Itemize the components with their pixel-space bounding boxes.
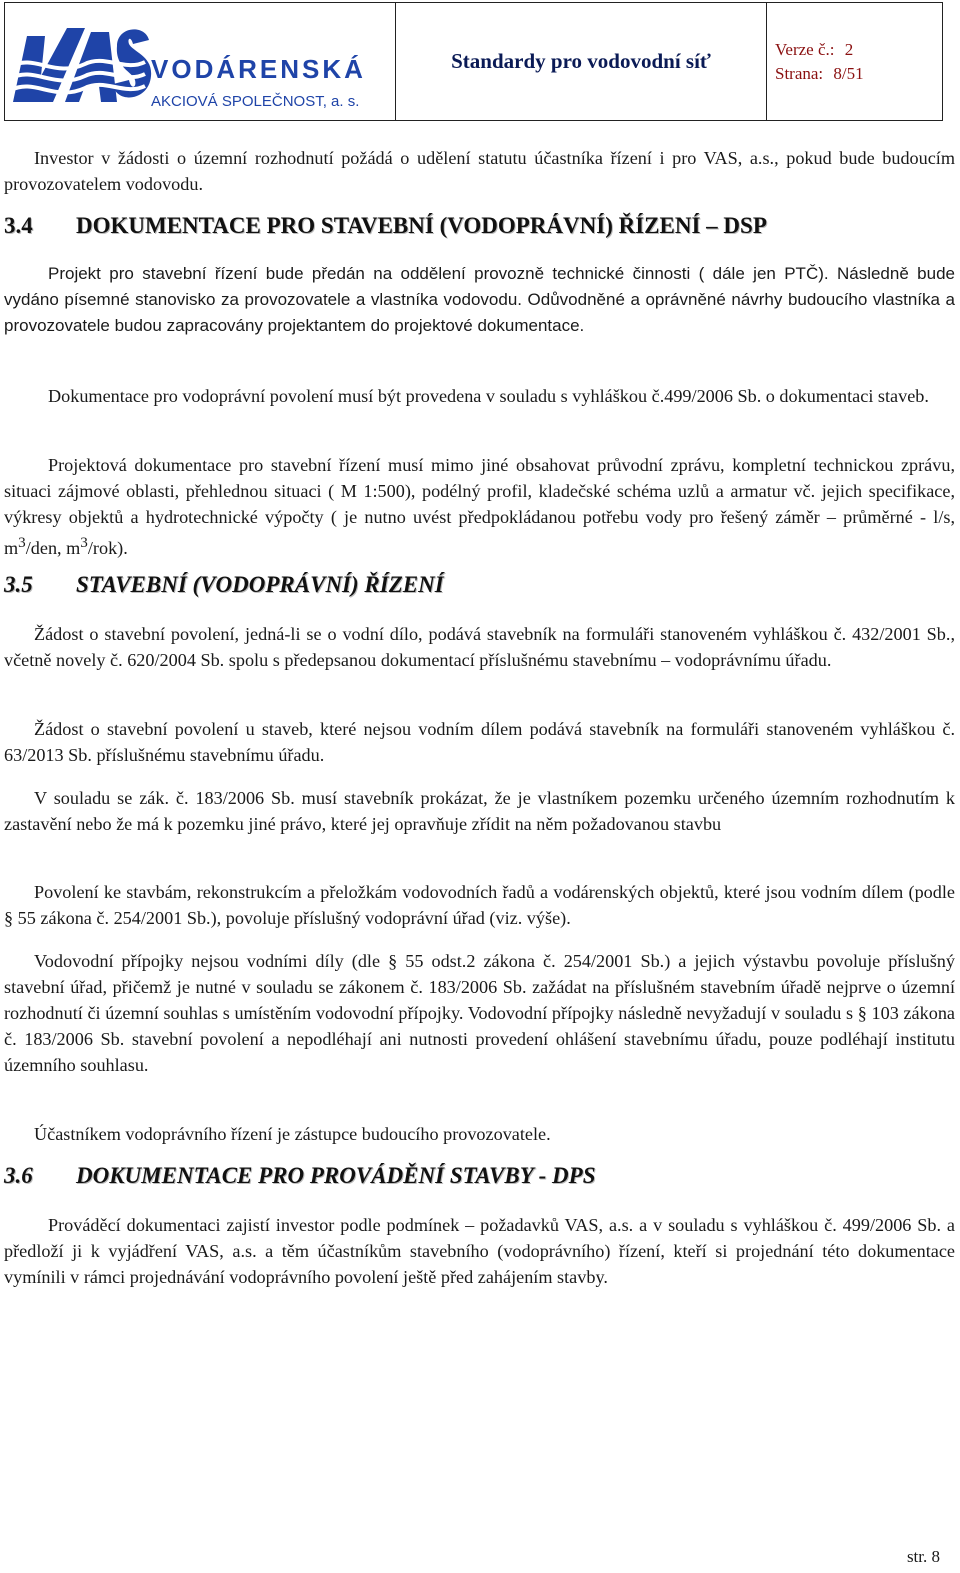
company-logo — [5, 6, 391, 118]
s34-paragraph-3 — [4, 452, 955, 561]
s35-paragraph-3: V souladu se zák. č. 183/2006 Sb. musí stavebník prokázat, že je vlastníkem pozemku určeného územním rozhodnutím k zastavění nebo že má k pozemku jiné právo, které jej opravňuje zřídit na něm požadovanou stavbu — [4, 788, 955, 834]
s34-p3-sup-1: 3 — [18, 534, 26, 551]
s34-p3-part-b: /den, m — [25, 538, 81, 559]
page-label: Strana: — [775, 63, 824, 83]
version-value: 2 — [844, 39, 854, 59]
logo-subtitle: AKCIOVÁ SPOLEČNOST, a. s. — [151, 92, 360, 110]
s35-paragraph-4: Povolení ke stavbám, rekonstrukcím a přeložkám vodovodních řadů a vodárenských objektů, které jsou vodním dílem (podle § 55 zákona č. 254/2001 Sb.), povoluje příslušný vodoprávní úřad (viz. výše). — [4, 882, 955, 928]
version-label: Verze č.: — [775, 39, 835, 59]
page-number-footer: str. 8 — [906, 1547, 940, 1566]
logo-cell — [5, 3, 396, 121]
heading-3-5-number: 3.5 — [4, 572, 33, 597]
heading-3-5-title: STAVEBNÍ (VODOPRÁVNÍ) ŘÍZENÍ — [76, 572, 444, 597]
heading-3-4-title: DOKUMENTACE PRO STAVEBNÍ (VODOPRÁVNÍ) ŘÍZENÍ – DSP — [76, 213, 767, 238]
document-header — [4, 2, 943, 121]
heading-3-4-number: 3.4 — [4, 213, 33, 238]
intro-paragraph: Investor v žádosti o územní rozhodnutí požádá o udělení statutu účastníka řízení i pro VAS, a.s., pokud bude budoucím provozovatelem vodovodu. — [4, 148, 955, 194]
logo-emblem-icon — [11, 28, 151, 102]
heading-3-6 — [4, 1163, 596, 1189]
s34-p3-sup-2: 3 — [80, 534, 88, 551]
s34-paragraph-1: Projekt pro stavební řízení bude předán na oddělení provozně technické činnosti ( dále jen PTČ). Následně bude vydáno písemné stanovisko za provozovatele a vlastníka vodovodu. Odůvodněné a oprávněné návrhy budoucího vlastníka a provozovatele budou zapracovány projektantem do projektové dokumentace. — [4, 264, 955, 335]
heading-3-4 — [4, 213, 767, 239]
s35-paragraph-2: Žádost o stavební povolení u staveb, které nejsou vodním dílem podává stavebník na formuláři stanoveném vyhláškou č. 63/2013 Sb. příslušnému stavebnímu úřadu. — [4, 719, 955, 765]
page-value: 8/51 — [833, 63, 864, 83]
s34-p3-part-a: Projektová dokumentace pro stavební řízení musí mimo jiné obsahovat průvodní zprávu, kompletní technickou zprávu, situaci zájmové oblasti, přehlednou situaci ( M 1:500), podélný profil, kladečské schéma uzlů a armatur vč. jejich specifikace, výkresy objektů a hydrotechnické výpočty ( je nutno uvést předpokládanou potřebu vody pro řešený záměr – průměrné - l/s, m — [4, 455, 955, 559]
s36-paragraph-1: Prováděcí dokumentaci zajistí investor podle podmínek – požadavků VAS, a.s. a v souladu s vyhláškou č. 499/2006 Sb. a předloží ji k vyjádření VAS, a.s. a těm účastníkům stavebního (vodoprávního) řízení, kteří si projednání této dokumentace vymínili v rámci projednávání vodoprávního povolení ještě před zahájením stavby. — [4, 1215, 955, 1287]
document-title: Standardy pro vodovodní síť — [396, 3, 767, 121]
s35-paragraph-6: Účastníkem vodoprávního řízení je zástupce budoucího provozovatele. — [34, 1124, 551, 1144]
document-meta — [767, 3, 943, 121]
logo-wordmark: VODÁRENSKÁ — [151, 53, 366, 84]
s34-paragraph-2: Dokumentace pro vodoprávní povolení musí být provedena v souladu s vyhláškou č.499/2006 Sb. o dokumentaci staveb. — [48, 386, 929, 406]
heading-3-6-number: 3.6 — [4, 1163, 33, 1188]
s34-p3-part-c: /rok). — [87, 538, 128, 559]
heading-3-5 — [4, 572, 444, 598]
s35-paragraph-1: Žádost o stavební povolení, jedná-li se o vodní dílo, podává stavebník na formuláři stanoveném vyhláškou č. 432/2001 Sb., včetně novely č. 620/2004 Sb. spolu s předepsanou dokumentací příslušnému stavebnímu – vodoprávnímu úřadu. — [4, 624, 955, 670]
s35-paragraph-5: Vodovodní přípojky nejsou vodními díly (dle § 55 odst.2 zákona č. 254/2001 Sb.) a jejich výstavbu povoluje příslušný stavební úřad, přičemž je nutné v souladu se zákonem č. 183/2006 Sb. zažádat na příslušném stavebním úřadě nejprve o územní rozhodnutí či územní souhlas s umístěním vodovodní přípojky. Vodovodní přípojky následně nevyžadují v souladu s § 103 zákona č. 183/2006 Sb. stavební povolení a nepodléhají ani nutnosti provedení ohlášení stavebnímu úřadu, pouze podléhají institutu územního souhlasu. — [4, 951, 955, 1075]
heading-3-6-title: DOKUMENTACE PRO PROVÁDĚNÍ STAVBY - DPS — [76, 1163, 596, 1188]
